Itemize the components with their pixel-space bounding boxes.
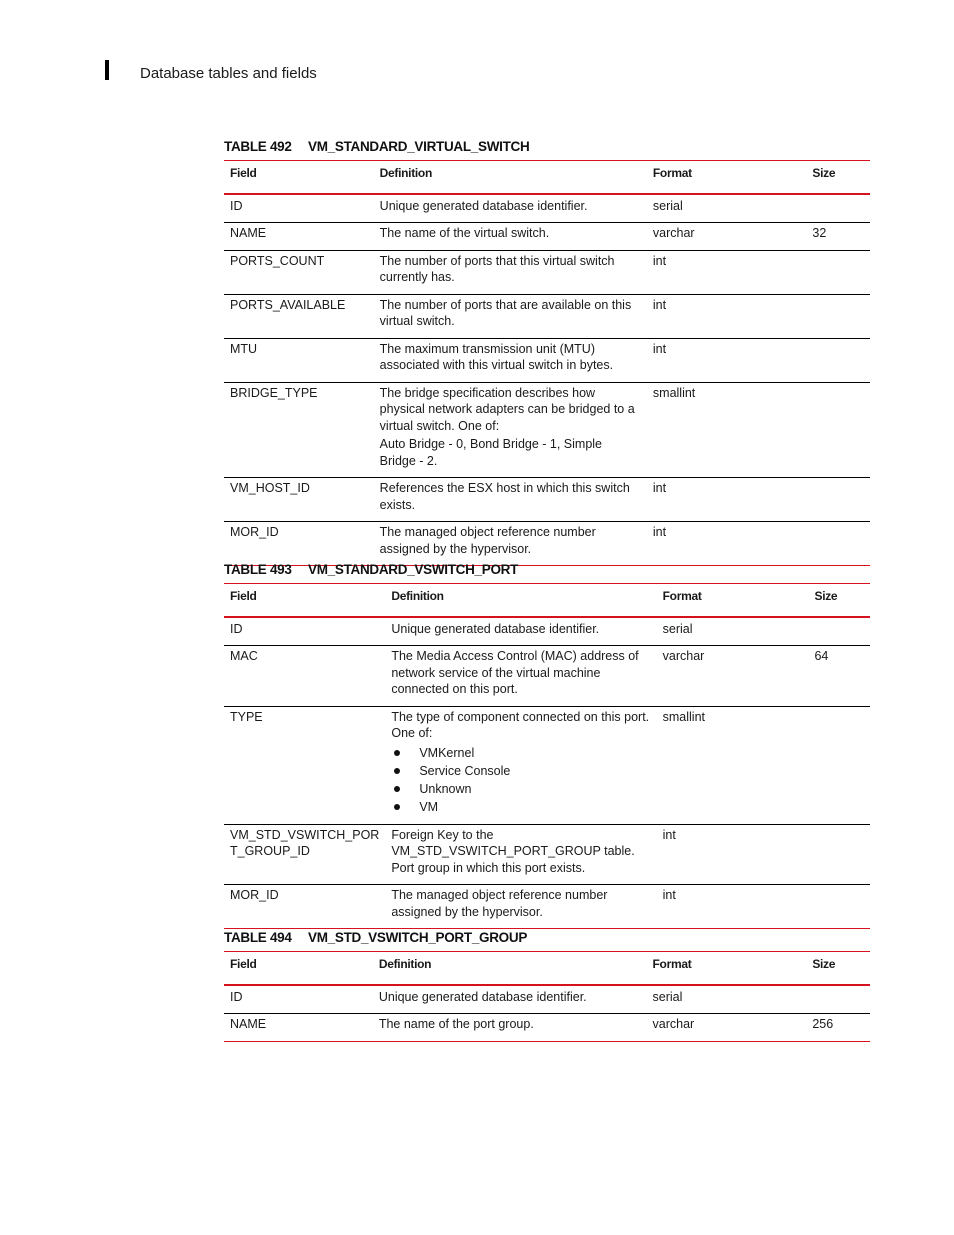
cell-field: PORTS_AVAILABLE bbox=[224, 294, 374, 338]
cell-field: NAME bbox=[224, 1014, 373, 1042]
list-item-label: VM bbox=[419, 799, 439, 814]
table-row bbox=[224, 522, 870, 566]
cell-size bbox=[806, 382, 870, 478]
cell-field: NAME bbox=[224, 223, 374, 251]
cell-definition: The name of the virtual switch. bbox=[374, 223, 647, 251]
cell-definition: The number of ports that are available on this virtual switch. bbox=[374, 294, 647, 338]
table-row bbox=[224, 250, 870, 294]
bullet-list bbox=[391, 744, 650, 816]
col-header-field: Field bbox=[224, 584, 385, 617]
col-header-definition: Definition bbox=[373, 952, 647, 985]
cell-size bbox=[806, 250, 870, 294]
cell-format: varchar bbox=[647, 1014, 807, 1042]
cell-definition: The maximum transmission unit (MTU) associated with this virtual switch in bytes. bbox=[374, 338, 647, 382]
table-number: TABLE 494 bbox=[224, 930, 292, 945]
field-text-line: T_GROUP_ID bbox=[230, 844, 310, 858]
table-header-row bbox=[224, 161, 870, 194]
section-header: Database tables and fields bbox=[140, 65, 317, 82]
cell-size: 64 bbox=[808, 646, 870, 707]
bullet-icon bbox=[394, 804, 400, 810]
cell-field: ID bbox=[224, 617, 385, 646]
table-row bbox=[224, 824, 870, 885]
bullet-icon bbox=[394, 768, 400, 774]
col-header-format: Format bbox=[647, 952, 807, 985]
cell-field: MAC bbox=[224, 646, 385, 707]
table-row bbox=[224, 885, 870, 929]
cell-field: MTU bbox=[224, 338, 374, 382]
cell-size bbox=[808, 885, 870, 929]
bullet-icon bbox=[394, 786, 400, 792]
col-header-field: Field bbox=[224, 161, 374, 194]
cell-field: ID bbox=[224, 985, 373, 1014]
table-row bbox=[224, 223, 870, 251]
table-header-row bbox=[224, 952, 870, 985]
list-item bbox=[391, 780, 650, 798]
cell-format: int bbox=[647, 478, 806, 522]
cell-format: int bbox=[657, 885, 809, 929]
col-header-format: Format bbox=[647, 161, 806, 194]
header-marker-bar bbox=[105, 60, 109, 80]
table-row bbox=[224, 706, 870, 824]
cell-definition: The Media Access Control (MAC) address of network service of the virtual machine connected on this port. bbox=[385, 646, 656, 707]
cell-format: int bbox=[657, 824, 809, 885]
cell-format: int bbox=[647, 338, 806, 382]
table-header-row bbox=[224, 584, 870, 617]
field-text-line: VM_STD_VSWITCH_POR bbox=[230, 827, 380, 842]
table-492-caption bbox=[224, 139, 529, 154]
cell-definition bbox=[374, 382, 647, 478]
table-494-caption bbox=[224, 930, 527, 945]
cell-definition: Unique generated database identifier. bbox=[374, 194, 647, 223]
table-row bbox=[224, 382, 870, 478]
cell-field: PORTS_COUNT bbox=[224, 250, 374, 294]
cell-size bbox=[808, 706, 870, 824]
table-name: VM_STANDARD_VIRTUAL_SWITCH bbox=[308, 139, 530, 154]
cell-field: VM_HOST_ID bbox=[224, 478, 374, 522]
cell-size bbox=[806, 294, 870, 338]
cell-size: 32 bbox=[806, 223, 870, 251]
col-header-field: Field bbox=[224, 952, 373, 985]
cell-size bbox=[806, 985, 870, 1014]
table-number: TABLE 493 bbox=[224, 562, 292, 577]
cell-field: ID bbox=[224, 194, 374, 223]
cell-size bbox=[806, 478, 870, 522]
cell-definition: Foreign Key to the VM_STD_VSWITCH_PORT_GROUP table. Port group in which this port exists. bbox=[385, 824, 656, 885]
cell-format: serial bbox=[657, 617, 809, 646]
table-name: VM_STD_VSWITCH_PORT_GROUP bbox=[308, 930, 528, 945]
cell-definition: The number of ports that this virtual switch currently has. bbox=[374, 250, 647, 294]
table-row bbox=[224, 338, 870, 382]
table-row bbox=[224, 294, 870, 338]
col-header-definition: Definition bbox=[374, 161, 647, 194]
cell-size bbox=[806, 194, 870, 223]
definition-text: The bridge specification describes how physical network adapters can be bridged to a virtual switch. One of: bbox=[379, 385, 635, 433]
cell-size bbox=[808, 617, 870, 646]
table-row bbox=[224, 478, 870, 522]
cell-format: serial bbox=[647, 985, 807, 1014]
table-row bbox=[224, 194, 870, 223]
cell-field bbox=[224, 824, 385, 885]
col-header-size: Size bbox=[806, 161, 870, 194]
cell-format: int bbox=[647, 250, 806, 294]
col-header-size: Size bbox=[806, 952, 870, 985]
cell-field: MOR_ID bbox=[224, 522, 374, 566]
list-item-label: VMKernel bbox=[419, 745, 475, 760]
cell-size: 256 bbox=[806, 1014, 870, 1042]
table-vm-standard-vswitch-port bbox=[224, 583, 870, 929]
bullet-icon bbox=[394, 750, 400, 756]
list-item bbox=[391, 798, 650, 816]
list-item bbox=[391, 762, 650, 780]
list-item-label: Service Console bbox=[419, 763, 511, 778]
cell-definition bbox=[385, 706, 656, 824]
cell-definition: References the ESX host in which this switch exists. bbox=[374, 478, 647, 522]
cell-definition: The managed object reference number assigned by the hypervisor. bbox=[385, 885, 656, 929]
cell-format: smallint bbox=[657, 706, 809, 824]
table-vm-std-vswitch-port-group bbox=[224, 951, 870, 1042]
definition-text: The type of component connected on this port. One of: bbox=[391, 709, 650, 740]
list-item bbox=[391, 744, 650, 762]
cell-definition: Unique generated database identifier. bbox=[385, 617, 656, 646]
list-item-label: Unknown bbox=[419, 781, 472, 796]
cell-size bbox=[806, 338, 870, 382]
cell-format: int bbox=[647, 294, 806, 338]
cell-definition: The managed object reference number assigned by the hypervisor. bbox=[374, 522, 647, 566]
col-header-size: Size bbox=[808, 584, 870, 617]
cell-definition: The name of the port group. bbox=[373, 1014, 647, 1042]
col-header-format: Format bbox=[657, 584, 809, 617]
cell-field: BRIDGE_TYPE bbox=[224, 382, 374, 478]
table-vm-standard-virtual-switch bbox=[224, 160, 870, 566]
cell-format: varchar bbox=[657, 646, 809, 707]
cell-field: TYPE bbox=[224, 706, 385, 824]
table-name: VM_STANDARD_VSWITCH_PORT bbox=[308, 562, 519, 577]
definition-values: Auto Bridge - 0, Bond Bridge - 1, Simple Bridge - 2. bbox=[379, 437, 603, 468]
cell-definition: Unique generated database identifier. bbox=[373, 985, 647, 1014]
table-row bbox=[224, 985, 870, 1014]
cell-format: int bbox=[647, 522, 806, 566]
table-row bbox=[224, 646, 870, 707]
table-row bbox=[224, 1014, 870, 1042]
cell-size bbox=[808, 824, 870, 885]
cell-format: smallint bbox=[647, 382, 806, 478]
cell-size bbox=[806, 522, 870, 566]
table-493-caption bbox=[224, 562, 518, 577]
table-row bbox=[224, 617, 870, 646]
cell-format: serial bbox=[647, 194, 806, 223]
cell-format: varchar bbox=[647, 223, 806, 251]
cell-field: MOR_ID bbox=[224, 885, 385, 929]
col-header-definition: Definition bbox=[385, 584, 656, 617]
table-number: TABLE 492 bbox=[224, 139, 292, 154]
